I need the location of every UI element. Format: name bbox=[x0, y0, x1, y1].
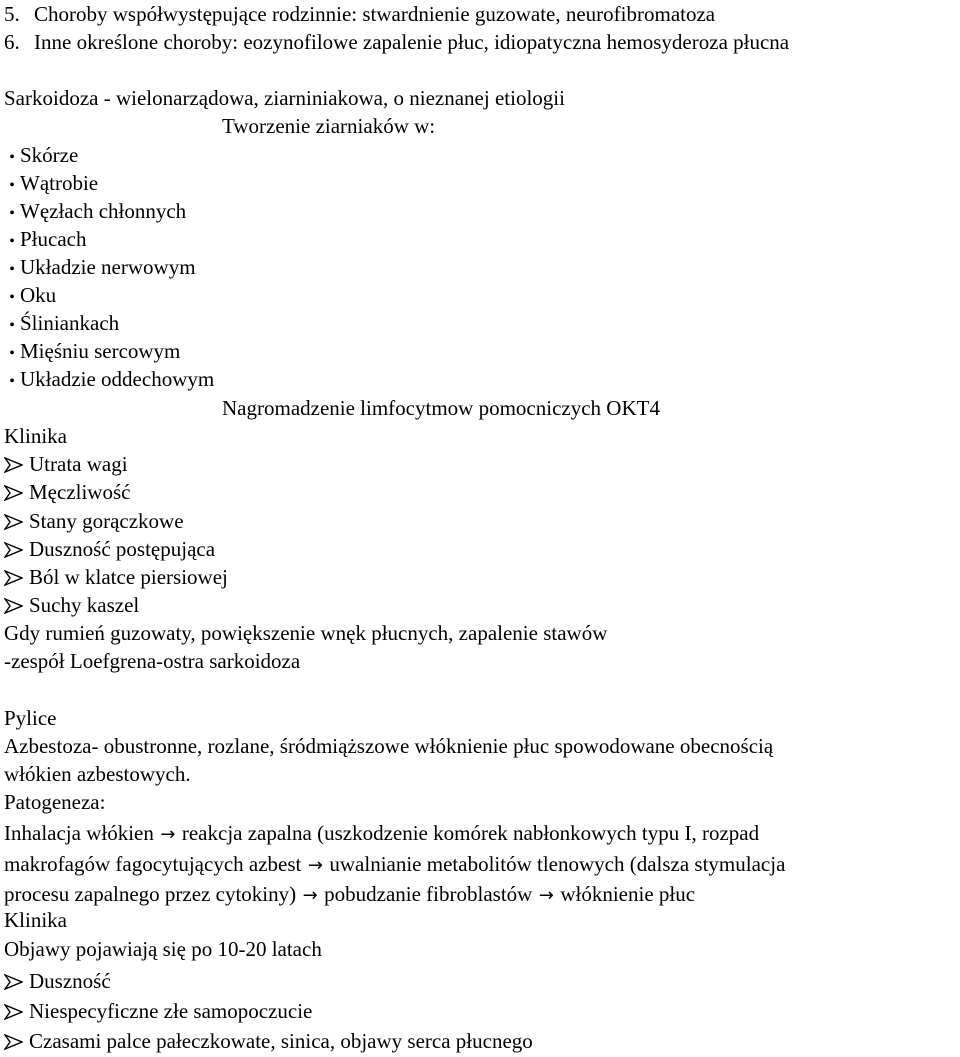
organ-item: • Wątrobie bbox=[4, 169, 98, 200]
organ-item: • Skórze bbox=[4, 141, 78, 172]
organ-item: • Układzie oddechowym bbox=[4, 365, 214, 396]
bullet-dot-icon: • bbox=[9, 261, 15, 278]
arrowhead-bullet-icon bbox=[4, 591, 25, 619]
bullet-dot-icon: • bbox=[9, 233, 15, 250]
arrowhead-bullet-icon bbox=[4, 507, 25, 535]
bullet-dot-icon: • bbox=[9, 289, 15, 306]
symptom-item: Utrata wagi bbox=[4, 450, 128, 478]
organ-item: • Śliniankach bbox=[4, 309, 119, 340]
sarkoidoza-definition: Sarkoidoza - wielonarządowa, ziarniniakowa, o nieznanej etiologii bbox=[4, 86, 565, 110]
right-arrow-icon: → bbox=[160, 824, 176, 845]
clinic-heading: Klinika bbox=[4, 424, 67, 448]
pylice-heading: Pylice bbox=[4, 706, 57, 730]
symptom-item: Duszność bbox=[4, 967, 111, 995]
list-number: 5. bbox=[4, 2, 20, 26]
arrowhead-bullet-icon bbox=[4, 478, 25, 506]
symptom-item: Suchy kaszel bbox=[4, 591, 139, 619]
arrowhead-bullet-icon bbox=[4, 997, 25, 1025]
bullet-dot-icon: • bbox=[9, 149, 15, 166]
clinic-heading: Klinika bbox=[4, 908, 67, 932]
loefgren-line-2: -zespół Loefgrena-ostra sarkoidoza bbox=[4, 649, 301, 673]
pathogenesis-heading: Patogeneza: bbox=[4, 790, 106, 814]
asbestosis-line-2: włókien azbestowych. bbox=[4, 762, 191, 786]
right-arrow-icon: → bbox=[538, 885, 554, 906]
bullet-dot-icon: • bbox=[9, 373, 15, 390]
symptom-item: Niespecyficzne złe samopoczucie bbox=[4, 997, 312, 1025]
list-item-6 bbox=[4, 28, 789, 56]
organ-item: • Węzłach chłonnych bbox=[4, 197, 186, 228]
symptom-item: Czasami palce pałeczkowate, sinica, objawy serca płucnego bbox=[4, 1027, 533, 1055]
bullet-dot-icon: • bbox=[9, 345, 15, 362]
pathogenesis-line-1: Inhalacja włókien → reakcja zapalna (uszkodzenie komórek nabłonkowych typu I, rozpad bbox=[4, 819, 759, 849]
right-arrow-icon: → bbox=[307, 855, 323, 876]
arrowhead-bullet-icon bbox=[4, 563, 25, 591]
arrowhead-bullet-icon bbox=[4, 967, 25, 995]
arrowhead-bullet-icon bbox=[4, 450, 25, 478]
loefgren-line-1: Gdy rumień guzowaty, powiększenie wnęk płucnych, zapalenie stawów bbox=[4, 621, 608, 645]
organ-item: • Płucach bbox=[4, 225, 86, 256]
symptom-item: Stany gorączkowe bbox=[4, 507, 184, 535]
bullet-dot-icon: • bbox=[9, 205, 15, 222]
organ-item: • Układzie nerwowym bbox=[4, 253, 196, 284]
asbestosis-line-1: Azbestoza- obustronne, rozlane, śródmiąższowe włóknienie płuc spowodowane obecnością bbox=[4, 734, 774, 758]
right-arrow-icon: → bbox=[302, 885, 318, 906]
list-number: 6. bbox=[4, 30, 20, 54]
organ-item: • Oku bbox=[4, 281, 56, 312]
granuloma-heading: Tworzenie ziarniaków w: bbox=[222, 114, 436, 138]
accumulation-note: Nagromadzenie limfocytmow pomocniczych OKT4 bbox=[222, 396, 660, 420]
arrowhead-bullet-icon bbox=[4, 1027, 25, 1055]
organ-item: • Mięśniu sercowym bbox=[4, 337, 180, 368]
symptom-item: Duszność postępująca bbox=[4, 535, 215, 563]
bullet-dot-icon: • bbox=[9, 317, 15, 334]
pathogenesis-line-3: procesu zapalnego przez cytokiny) → pobudzanie fibroblastów → włóknienie płuc bbox=[4, 880, 695, 910]
symptom-item: Ból w klatce piersiowej bbox=[4, 563, 228, 591]
list-item-5 bbox=[4, 0, 715, 28]
arrowhead-bullet-icon bbox=[4, 535, 25, 563]
list-text: Choroby współwystępujące rodzinnie: stwardnienie guzowate, neurofibromatoza bbox=[34, 2, 716, 26]
pathogenesis-line-2: makrofagów fagocytujących azbest → uwalnianie metabolitów tlenowych (dalsza stymulacja bbox=[4, 850, 785, 880]
bullet-dot-icon: • bbox=[9, 177, 15, 194]
symptom-item: Męczliwość bbox=[4, 478, 130, 506]
list-text: Inne określone choroby: eozynofilowe zapalenie płuc, idiopatyczna hemosyderoza płucna bbox=[34, 30, 790, 54]
onset-note: Objawy pojawiają się po 10-20 latach bbox=[4, 937, 322, 961]
